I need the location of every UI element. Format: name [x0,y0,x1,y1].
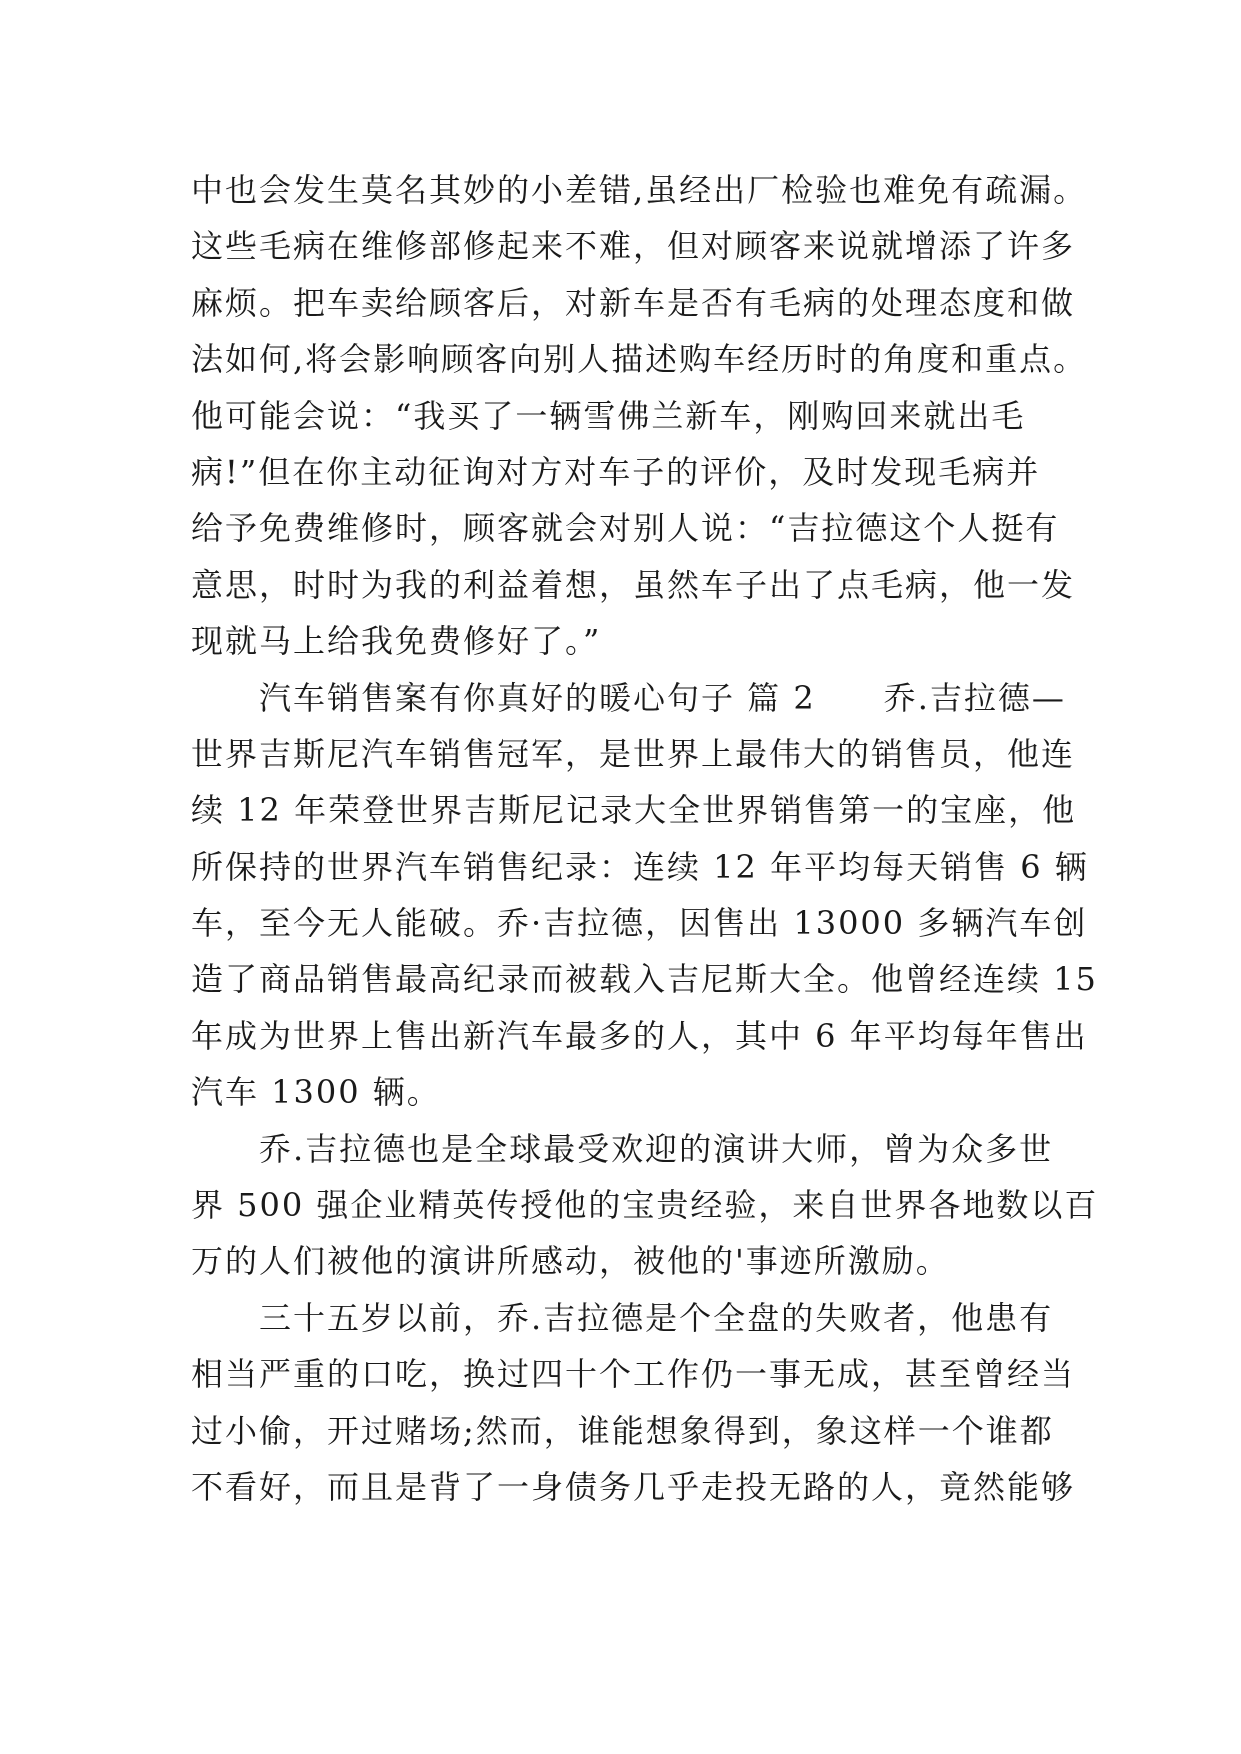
text-line: 造了商品销售最高纪录而被载入吉尼斯大全。他曾经连续 15 [191,960,1098,999]
text-line: 不看好，而且是背了一身债务几乎走投无路的人，竟然能够 [191,1467,1076,1506]
text-line: 法如何,将会影响顾客向别人描述购车经历时的角度和重点。 [191,340,1088,379]
text-line: 汽车 1300 辆。 [191,1073,441,1112]
text-line: 万的人们被他的演讲所感动，被他的'事迹所激励。 [191,1242,950,1281]
text-line: 过小偷，开过赌场;然而，谁能想象得到，象这样一个谁都 [191,1411,1054,1450]
text-line: 相当严重的口吃，换过四十个工作仍一事无成，甚至曾经当 [191,1355,1076,1394]
text-line: 麻烦。把车卖给顾客后，对新车是否有毛病的处理态度和做 [191,283,1076,322]
text-line: 中也会发生莫名其妙的小差错,虽经出厂检验也难免有疏漏。 [191,171,1088,209]
text-line: 意思，时时为我的利益着想，虽然车子出了点毛病，他一发 [191,565,1076,604]
text-line: 他可能会说：“我买了一辆雪佛兰新车，刚购回来就出毛 [191,396,1026,435]
text-line: 世界吉斯尼汽车销售冠军，是世界上最伟大的销售员，他连 [191,734,1076,773]
text-line: 这些毛病在维修部修起来不难，但对顾客来说就增添了许多 [191,227,1076,266]
text-line: 续 12 年荣登世界吉斯尼记录大全世界销售第一的宝座，他 [191,791,1077,830]
text-line: 给予免费维修时，顾客就会对别人说：“吉拉德这个人挺有 [191,509,1060,548]
text-line: 界 500 强企业精英传授他的宝贵经验，来自世界各地数以百 [191,1186,1099,1225]
text-line: 所保持的世界汽车销售纪录：连续 12 年平均每天销售 6 辆 [191,847,1089,886]
text-line: 年成为世界上售出新汽车最多的人，其中 6 年平均每年售出 [191,1016,1088,1055]
text-line: 现就马上给我免费修好了。” [191,622,602,661]
text-line: 病!”但在你主动征询对方对车子的评价，及时发现毛病并 [191,452,1041,491]
text-line: 三十五岁以前，乔.吉拉德是个全盘的失败者，他患有 [191,1298,1054,1337]
section-heading-line: 汽车销售案有你真好的暖心句子 篇 2 乔.吉拉德— [191,678,1066,717]
document-body [191,162,1099,1515]
text-line: 乔.吉拉德也是全球最受欢迎的演讲大师，曾为众多世 [191,1129,1054,1168]
text-line: 车，至今无人能破。乔·吉拉德，因售出 13000 多辆汽车创 [191,904,1088,943]
